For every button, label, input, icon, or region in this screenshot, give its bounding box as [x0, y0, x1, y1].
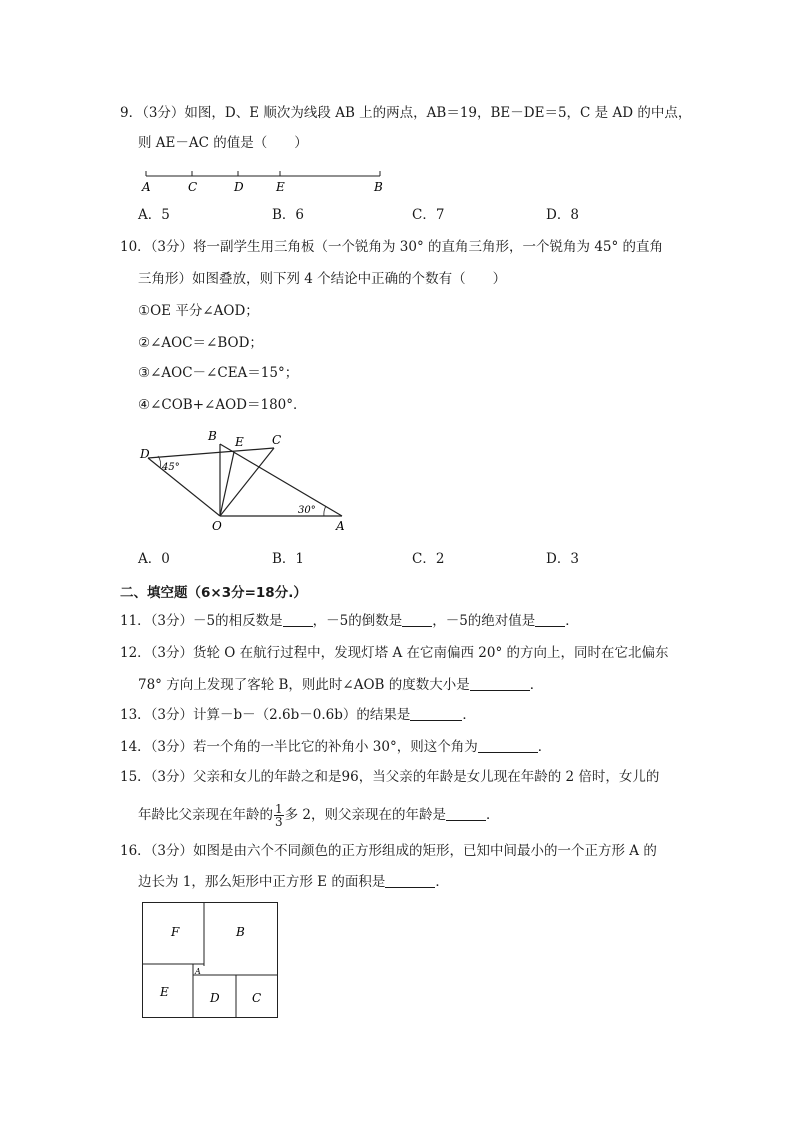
q10-line1: 10．（3分）将一副学生用三角板（一个锐角为 30° 的直角三角形，一个锐角为 45° 的直角 [120, 239, 664, 255]
angle-arc-30 [324, 506, 326, 516]
q16-squares-figure [142, 902, 282, 1022]
q12-blank[interactable] [470, 676, 530, 691]
square-e-label: E [160, 985, 169, 999]
q16-blank[interactable] [385, 873, 435, 888]
q10-option-b[interactable]: B．1 [272, 551, 305, 567]
q11-blank-3[interactable] [535, 612, 565, 627]
q13-text: 13．（3分）计算－b－（2.6b－0.6b）的结果是 [120, 707, 411, 723]
label-e: E [276, 180, 285, 194]
label-angle-30: 30° [298, 505, 316, 516]
q9-line2: 则 AE－AC 的值是（ ） [138, 135, 308, 151]
q16-line1: 16．（3分）如图是由六个不同颜色的正方形组成的矩形，已知中间最小的一个正方形 A 的 [120, 843, 657, 859]
q12-text: 78° 方向上发现了客轮 B，则此时∠AOB 的度数大小是 [138, 677, 470, 693]
label-e: E [235, 435, 244, 449]
q15-blank[interactable] [446, 806, 486, 821]
label-b: B [374, 180, 383, 194]
q11-part4: ． [565, 613, 579, 629]
line-do [148, 458, 220, 516]
square-d-label: D [210, 991, 220, 1005]
q13 [120, 706, 476, 724]
line-ba [220, 444, 342, 516]
q15-line2 [138, 800, 500, 830]
q10-option-d[interactable]: D．3 [546, 551, 579, 567]
q13-end: ． [462, 707, 476, 723]
square-b-label: B [236, 925, 245, 939]
fraction-one-third [274, 803, 284, 828]
q11-blank-2[interactable] [402, 612, 432, 627]
q14-text: 14．（3分）若一个角的一半比它的补角小 30°，则这个角为 [120, 739, 478, 755]
q16-text: 边长为 1，那么矩形中正方形 E 的面积是 [138, 874, 386, 890]
label-a: A [142, 180, 151, 194]
q14-end: ． [537, 739, 552, 755]
q16-end: ． [435, 874, 449, 890]
q9-option-d[interactable]: D．8 [546, 207, 579, 223]
q12-end: ． [529, 677, 544, 693]
fraction-denominator: 3 [275, 815, 283, 829]
q12-line2 [138, 676, 543, 694]
section-heading: 二、填空题（6×3分=18分.） [120, 585, 307, 601]
square-c-label: C [252, 991, 262, 1005]
q10-line2: 三角形）如图叠放，则下列 4 个结论中正确的个数有（ ） [138, 271, 507, 287]
q14-blank[interactable] [478, 738, 538, 753]
q15-text-a: 年龄比父亲现在年龄的 [138, 807, 273, 823]
q11-part3: ，－5的绝对值是 [432, 613, 536, 629]
q14 [120, 738, 551, 756]
q15-end: ． [486, 807, 500, 823]
q9-segment-figure [138, 164, 398, 196]
q10-statement-2: ②∠AOC＝∠BOD； [138, 335, 263, 351]
square-f-label: F [171, 925, 180, 939]
q10-statement-1: ①OE 平分∠AOD； [138, 303, 259, 319]
q9-option-c[interactable]: C．7 [412, 207, 445, 223]
label-b: B [208, 429, 217, 443]
q9-line1: 9．（3分）如图，D、E 顺次为线段 AB 上的两点，AB＝19，BE－DE＝5，C 是 AD 的中点， [120, 105, 692, 121]
q11-blank-1[interactable] [283, 612, 313, 627]
q15-text-b: 多 2，则父亲现在的年龄是 [284, 807, 447, 823]
label-a: A [336, 519, 345, 533]
q15-line1: 15．（3分）父亲和女儿的年龄之和是96，当父亲的年龄是女儿现在年龄的 2 倍时，女儿的 [120, 769, 660, 785]
q13-blank[interactable] [410, 706, 462, 721]
label-c: C [188, 180, 198, 194]
q10-statement-3: ③∠AOC－∠CEA＝15°； [138, 365, 299, 381]
q10-option-a[interactable]: A．0 [138, 551, 170, 567]
fraction-numerator: 1 [275, 802, 283, 816]
label-d: D [140, 447, 150, 461]
q11-part1: 11．（3分）－5的相反数是 [120, 613, 283, 629]
q10-statement-4: ④∠COB+∠AOD＝180°． [138, 397, 307, 413]
q11-part2: ，－5的倒数是 [312, 613, 403, 629]
q11 [120, 612, 579, 630]
q9-option-b[interactable]: B．6 [272, 207, 305, 223]
label-c: C [272, 433, 282, 447]
q9-option-a[interactable]: A．5 [138, 207, 170, 223]
q10-option-c[interactable]: C．2 [412, 551, 445, 567]
label-angle-45: 45° [162, 462, 180, 473]
q12-line1: 12．（3分）货轮 O 在航行过程中，发现灯塔 A 在它南偏西 20° 的方向上，同时在它北偏东 [120, 645, 669, 661]
square-a-label: A [195, 967, 201, 976]
label-d: D [234, 180, 244, 194]
line-oc [220, 448, 274, 516]
line-dc [148, 448, 274, 458]
q16-line2 [138, 873, 449, 891]
label-o: O [212, 519, 222, 533]
q10-triangle-figure [138, 426, 358, 538]
